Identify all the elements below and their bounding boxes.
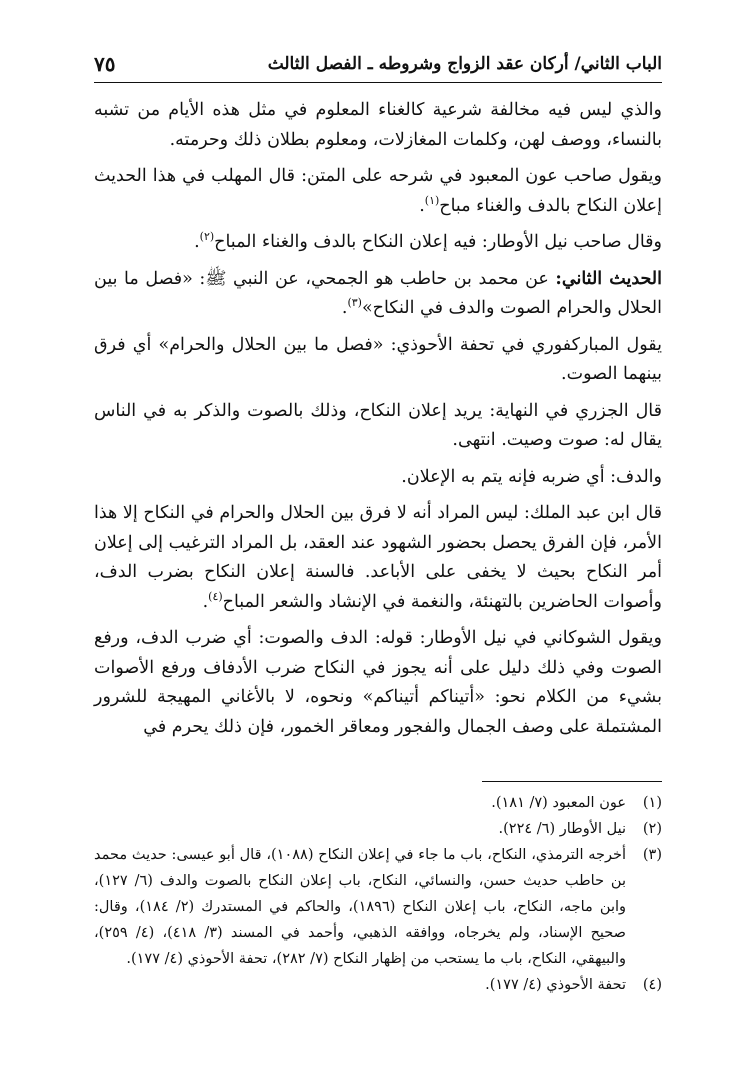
- page-header: [94, 46, 662, 83]
- running-title: الباب الثاني/ أركان عقد الزواج وشروطه ـ الفصل الثالث: [267, 54, 662, 74]
- paragraph: قال الجزري في النهاية: يريد إعلان النكاح، وذلك بالصوت والذكر به في الناس يقال له: صوت وصيت. انتهى.: [94, 400, 662, 450]
- paragraph: ويقول الشوكاني في نيل الأوطار: قوله: الدف والصوت: أي ضرب الدف، ورفع الصوت وفي ذلك دليل على أنه يجوز في النكاح ضرب الأدفاف ورفع الأصوات بشيء من الكلام نحو: «أتيناكم أتيناكم» ونحوه، لا بالأغاني المهيجة للشرور المشتملة على وصف الجمال والفجور ومعاقر الخمور، فإن ذلك يحرم في: [94, 628, 662, 737]
- footnote-text: أخرجه الترمذي، النكاح، باب ما جاء في إعلان النكاح (١٠٨٨)، قال أبو عيسى: حديث محمد بن حاطب حديث حسن، والنسائي، النكاح، باب إعلان النكاح بالصوت والدف (٦/ ١٢٧)، وابن ماجه، النكاح، باب إعلان النكاح (١٨٩٦)، والحاكم في المستدرك (٢/ ١٨٤)، وقال: صحيح الإسناد، ولم يخرجاه، ووافقه الذهبي، وأحمد في المسند (٣/ ٤١٨)، (٤/ ٢٥٩)، والبيهقي، النكاح، باب ما يستحب من إظهار النكاح (٧/ ٢٨٢)، تحفة الأحوذي (٤/ ١٧٧).: [94, 847, 627, 967]
- footnote-divider: [482, 781, 662, 782]
- footnote-ref: (٤): [208, 589, 223, 603]
- footnote-ref: (١): [424, 193, 440, 207]
- footnote: [94, 790, 662, 816]
- footnote-number: (٣): [642, 847, 662, 863]
- paragraph: والذي ليس فيه مخالفة شرعية كالغناء المعلوم في مثل هذه الأيام من تشبه بالنساء، ووصف لهن، وكلمات المغازلات، ومعلوم بطلان ذلك وحرمته.: [94, 100, 662, 150]
- paragraph: وقال صاحب نيل الأوطار: فيه إعلان النكاح بالدف والغناء المباح$^{(٢)}$.: [194, 230, 662, 252]
- section-lead: الحديث الثاني:: [555, 268, 662, 289]
- paragraph: يقول المباركفوري في تحفة الأحوذي: «فصل ما بين الحلال والحرام» أي فرق بينهما الصوت.: [94, 334, 662, 384]
- footnote-ref: (٣): [347, 296, 362, 310]
- paragraph: ويقول صاحب عون المعبود في شرحه على المتن: قال المهلب في هذا الحديث إعلان النكاح بالدف والغناء مباح$^{(١)}$.: [94, 166, 662, 216]
- footnote-number: (٤): [642, 977, 662, 993]
- footnote-text: عون المعبود (٧/ ١٨١).: [491, 795, 626, 811]
- footnote-text: نيل الأوطار (٦/ ٢٢٤).: [498, 821, 626, 837]
- footnote-number: (١): [642, 795, 662, 811]
- footnote: [94, 816, 662, 842]
- footnote-text: تحفة الأحوذي (٤/ ١٧٧).: [485, 977, 626, 993]
- paragraph: الحديث الثاني: عن محمد بن حاطب هو الجمحي، عن النبي ﷺ: «فصل ما بين الحلال والحرام الصوت والدف في النكاح»$^{(٣)}$.: [94, 268, 662, 318]
- footnotes: [94, 790, 662, 998]
- paragraph: والدف: أي ضربه فإنه يتم به الإعلان.: [401, 466, 662, 487]
- page-number: ٧٥: [94, 52, 116, 76]
- footnote-ref: (٢): [199, 230, 215, 244]
- footnote: [94, 842, 662, 972]
- body-text: [94, 96, 662, 749]
- footnote: [94, 972, 662, 998]
- footnote-number: (٢): [642, 821, 662, 837]
- paragraph: قال ابن عبد الملك: ليس المراد أنه لا فرق بين الحلال والحرام في النكاح إلا هذا الأمر، فإن الفرق يحصل بحضور الشهود عند العقد، بل المراد الترغيب إلى إعلان أمر النكاح بحيث لا يخفى على الأباعد. فالسنة إعلان النكاح بضرب الدف، وأصوات الحاضرين بالتهنئة، والنغمة في الإنشاد والشعر المباح$^{(٤)}$.: [94, 503, 662, 612]
